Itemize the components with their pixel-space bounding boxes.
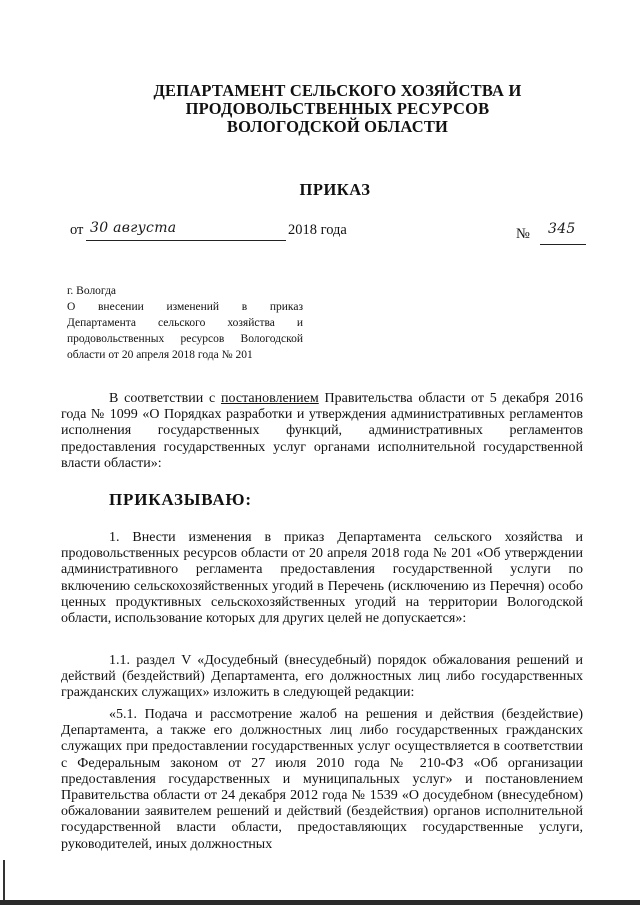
number-field [540,221,586,245]
document-meta [67,283,303,363]
subject-line-1: О внесении изменений в приказ [67,301,303,313]
order-title [0,180,640,200]
paragraph-1-1: 1.1. раздел V «Досудебный (внесудебный) порядок обжалования решений и действий (бездействий) Департамента, его должностных лиц либо государственных гражданских служащих» изложить в следующей редакции: [61,653,583,701]
scan-edge-left [3,860,5,905]
order-word: ПРИКАЗЫВАЮ: [109,490,252,509]
date-year: 2018 года [288,222,347,238]
header-line-1: ДЕПАРТАМЕНТ СЕЛЬСКОГО ХОЗЯЙСТВА И [153,81,522,100]
preamble-link[interactable]: постановлением [221,391,319,406]
subject-line-2: Департамента сельского хозяйства и [67,317,303,329]
date-prefix: от [70,222,84,238]
header-line-2: ПРОДОВОЛЬСТВЕННЫХ РЕСУРСОВ [185,99,490,118]
subject-line-4: области от 20 апреля 2018 года № 201 [67,349,253,361]
paragraph-1: 1. Внести изменения в приказ Департамента сельского хозяйства и продовольственных ресурсов области от 20 апреля 2018 года № 201 «Об утверждении административного регламента предоставления государственной услуги по включению сельскохозяйственных угодий в Перечень (исключению из Перечня) особо ценных продуктивных сельскохозяйственных угодий на территории Вологодской области, использование которых для других целей не допускается»: [61,530,583,627]
city: г. Вологда [67,285,117,297]
paragraph-5-1: «5.1. Подача и рассмотрение жалоб на решения и действия (бездействие) Департамента, а также его должностных лиц либо государственных гражданских служащих при предоставлении государственных услуг осуществляется в соответствии с Федеральным законом от 27 июля 2010 года № 210-ФЗ «Об организации предоставления государственных и муниципальных услуг» и постановлением Правительства области от 24 декабря 2012 года № 1539 «О досудебном (внесудебном) обжаловании заявителем решений и действий (бездействия) органов исполнительной государственной власти области, предоставляющих государственные услуги, руководителей, иных должностных [61,707,583,852]
handwritten-number: 345 [548,221,576,237]
department-header [0,82,640,136]
preamble-paragraph [61,391,583,472]
date-field [86,222,286,241]
header-line-3: ВОЛОГОДСКОЙ ОБЛАСТИ [226,117,449,136]
preamble-lead: В соответствии с [109,391,222,406]
preamble-rest: Правительства области от 5 декабря 2016 года № 1099 «О Порядках разработки и утверждения административных регламентов исполнения государственных функций, административных регламентов предоставления государственных услуг органами исполнительной государственной власти области»: [61,391,583,471]
handwritten-date: 30 августа [90,220,177,236]
number-prefix: № [516,226,530,242]
date-number-line [70,222,590,246]
subject-line-3: продовольственных ресурсов Вологодской [67,333,303,345]
order-title-text: ПРИКАЗ [299,180,371,199]
scan-edge-bottom [0,900,640,905]
